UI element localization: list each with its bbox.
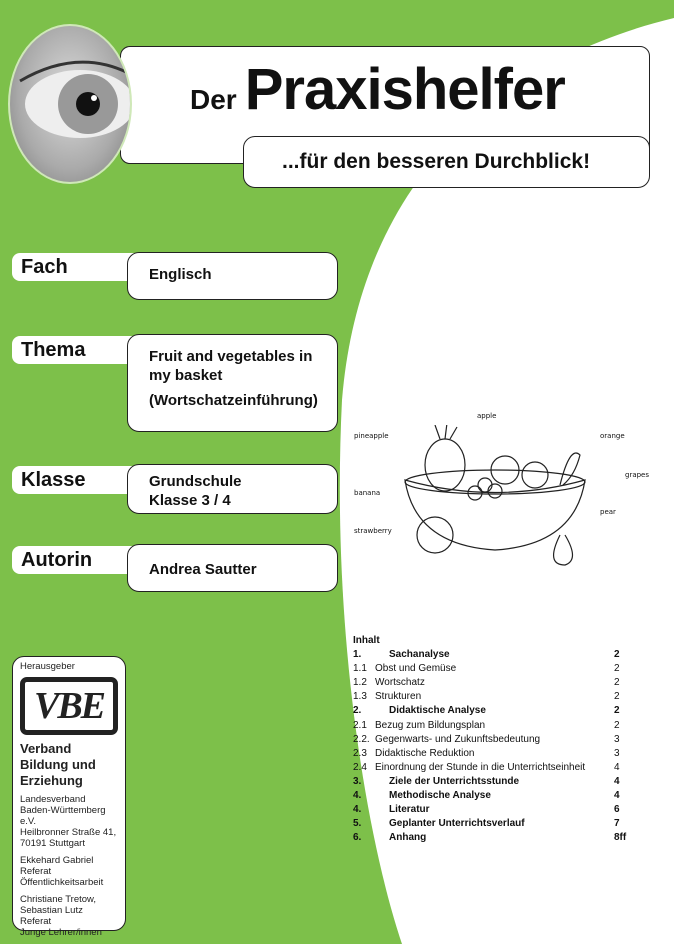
toc-title: Methodische Analyse xyxy=(389,790,491,802)
toc-item xyxy=(353,803,628,817)
toc-title: Geplanter Unterrichtsverlauf xyxy=(389,818,525,830)
label-thema: Thema xyxy=(12,336,182,364)
value-line: my basket xyxy=(149,367,223,384)
toc-item xyxy=(353,817,628,831)
toc-page: 2 xyxy=(614,663,620,675)
toc-title: Obst und Gemüse xyxy=(375,663,457,675)
table-of-contents xyxy=(353,634,628,845)
contact-line: Öffentlichkeitsarbeit xyxy=(20,877,104,888)
toc-page: 4 xyxy=(614,790,620,802)
toc-number: 2.3 xyxy=(353,747,367,759)
toc-page: 7 xyxy=(614,818,620,830)
toc-page: 2 xyxy=(614,649,620,661)
toc-title: Anhang xyxy=(389,832,427,844)
toc-page: 2 xyxy=(614,691,620,703)
contact-line: Sebastian Lutz xyxy=(20,905,83,916)
label-klasse: Klasse xyxy=(12,466,182,494)
toc-page: 4 xyxy=(614,761,620,773)
value-line: (Wortschatzeinführung) xyxy=(149,392,318,409)
publisher-contact-1 xyxy=(20,855,118,888)
toc-item xyxy=(353,662,628,676)
address-line: Baden-Württemberg e.V. xyxy=(20,805,106,827)
value-line: Klasse 3 / 4 xyxy=(149,492,231,509)
label-apple: apple xyxy=(477,412,497,420)
toc-page: 3 xyxy=(614,747,620,759)
toc-page: 2 xyxy=(614,677,620,689)
toc-title: Didaktische Reduktion xyxy=(375,747,475,759)
toc-item xyxy=(353,775,628,789)
value-klasse xyxy=(127,464,338,514)
title-main: Praxishelfer xyxy=(244,57,565,122)
publisher-box xyxy=(12,656,126,938)
fruit-basket-illustration xyxy=(395,425,605,570)
org-line: Verband xyxy=(20,741,72,756)
subtitle: ...für den besseren Durchblick! xyxy=(243,136,650,188)
toc-item xyxy=(353,747,628,761)
label-banana: banana xyxy=(354,489,381,497)
value-fach xyxy=(127,252,338,300)
toc-item xyxy=(353,676,628,690)
toc-number: 1.3 xyxy=(353,691,367,703)
toc-heading: Inhalt xyxy=(353,635,380,646)
toc-item xyxy=(353,648,628,662)
label-autorin: Autorin xyxy=(12,546,182,574)
toc-number: 5. xyxy=(353,818,362,830)
toc-title: Wortschatz xyxy=(375,677,425,689)
publisher-org xyxy=(20,741,118,789)
toc-item xyxy=(353,733,628,747)
value-autorin xyxy=(127,544,338,592)
eye-image xyxy=(8,24,132,184)
toc-item xyxy=(353,690,628,704)
address-line: Landesverband xyxy=(20,794,86,805)
publisher-address xyxy=(20,794,118,849)
toc-page: 2 xyxy=(614,705,620,717)
toc-number: 4. xyxy=(353,804,362,816)
toc-number: 4. xyxy=(353,790,362,802)
contact-line: Christiane Tretow, xyxy=(20,894,97,905)
toc-number: 2. xyxy=(353,705,362,717)
toc-number: 1.2 xyxy=(353,677,367,689)
toc-title: Ziele der Unterrichtsstunde xyxy=(389,775,520,787)
publisher-contact-2 xyxy=(20,894,118,938)
toc-page: 3 xyxy=(614,733,620,745)
toc-number: 2.2. xyxy=(353,733,370,745)
address-line: Heilbronner Straße 41, xyxy=(20,827,117,838)
value-line: Fruit and vegetables in xyxy=(149,348,313,365)
contact-line: Referat xyxy=(20,866,52,877)
publisher-heading: Herausgeber xyxy=(20,661,75,672)
page-title xyxy=(190,56,565,123)
toc-title: Literatur xyxy=(389,804,430,816)
toc-number: 1. xyxy=(353,649,362,661)
toc-title: Gegenwarts- und Zukunftsbedeutung xyxy=(375,733,541,745)
value-thema xyxy=(127,334,338,432)
toc-number: 1.1 xyxy=(353,663,367,675)
value-line: Englisch xyxy=(149,266,212,283)
contact-line: Referat xyxy=(20,916,52,927)
value-line: Andrea Sautter xyxy=(149,561,257,578)
org-line: Erziehung xyxy=(20,773,83,788)
label-fach: Fach xyxy=(12,253,182,281)
label-pineapple: pineapple xyxy=(354,432,389,440)
toc-item xyxy=(353,704,628,718)
toc-page: 2 xyxy=(614,719,620,731)
contact-line: Junge Lehrer/innen xyxy=(20,927,102,938)
toc-number: 2.4 xyxy=(353,761,367,773)
toc-item xyxy=(353,831,628,845)
address-line: 70191 Stuttgart xyxy=(20,838,85,849)
label-grapes: grapes xyxy=(625,471,650,479)
toc-page: 8ff xyxy=(614,832,627,844)
label-orange: orange xyxy=(600,432,625,440)
toc-item xyxy=(353,719,628,733)
toc-title: Sachanalyse xyxy=(389,649,450,661)
toc-number: 2.1 xyxy=(353,719,367,731)
toc-number: 3. xyxy=(353,775,362,787)
value-line: Grundschule xyxy=(149,473,242,490)
label-strawberry: strawberry xyxy=(354,527,392,535)
toc-title: Didaktische Analyse xyxy=(389,705,486,717)
vbe-logo: VBE xyxy=(20,677,118,735)
toc-page: 6 xyxy=(614,804,620,816)
toc-title: Strukturen xyxy=(375,691,422,703)
label-pear: pear xyxy=(600,508,616,516)
toc-title: Bezug zum Bildungsplan xyxy=(375,719,486,731)
title-der: Der xyxy=(190,84,237,115)
toc-page: 4 xyxy=(614,775,620,787)
toc-number: 6. xyxy=(353,832,362,844)
org-line: Bildung und xyxy=(20,757,96,772)
toc-title: Einordnung der Stunde in die Unterrichtseinheit xyxy=(375,761,586,773)
contact-line: Ekkehard Gabriel xyxy=(20,855,94,866)
toc-item xyxy=(353,789,628,803)
toc-item xyxy=(353,761,628,775)
